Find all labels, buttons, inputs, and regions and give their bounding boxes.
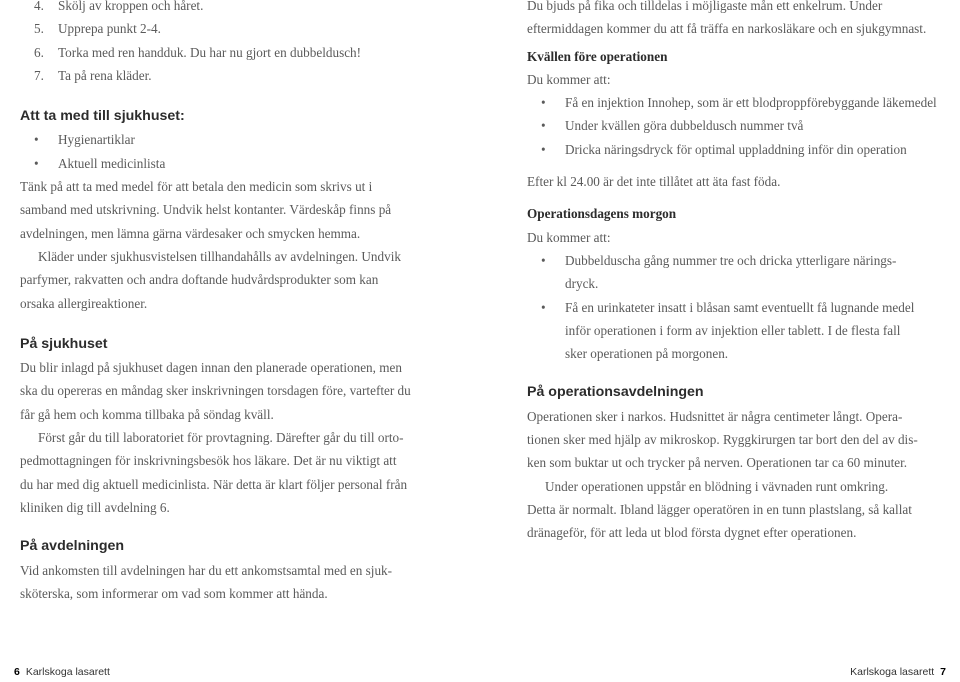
bullet-icon: • bbox=[541, 118, 546, 134]
step-7: 7. Ta på rena kläder. bbox=[34, 67, 152, 83]
evening-item-drink: • Dricka näringsdryck för optimal uppladdning inför din operation bbox=[527, 138, 947, 161]
ward-heading: På avdelningen bbox=[20, 538, 125, 555]
footer-hospital-name-left: Karlskoga lasarett bbox=[25, 666, 110, 678]
bring-item-medlist: • Aktuell medicinlista bbox=[20, 152, 440, 175]
evening-note: Efter kl 24.00 är det inte tillåtet att äta fast föda. bbox=[527, 174, 781, 190]
intro-paragraph: Du bjuds på fika och tilldelas i möjligaste mån ett enkelrum. Under eftermiddagen kommer du att få träffa en narkosläkare och en sjukgymnast. bbox=[527, 0, 927, 37]
evening-item-shower: • Under kvällen göra dubbeldusch nummer två bbox=[527, 114, 947, 137]
morning-heading: Operationsdagens morgon bbox=[527, 206, 677, 222]
footer-hospital-name-right: Karlskoga lasarett bbox=[850, 666, 935, 678]
morning-lead: Du kommer att: bbox=[527, 229, 611, 245]
bring-heading: Att ta med till sjukhuset: bbox=[20, 108, 185, 125]
hospital-heading: På sjukhuset bbox=[20, 335, 108, 352]
page-number-right: 7 bbox=[940, 666, 946, 678]
step-5: 5. Upprepa punkt 2-4. bbox=[34, 21, 161, 37]
bullet-icon: • bbox=[541, 95, 546, 111]
bullet-icon: • bbox=[541, 252, 546, 268]
bring-item-hygiene: • Hygienartiklar bbox=[20, 128, 440, 151]
operation-heading: På operationsavdelningen bbox=[527, 384, 704, 401]
bullet-icon: • bbox=[34, 155, 39, 171]
bring-paragraph-1: Tänk på att ta med medel för att betala den medicin som skrivs ut i samband med utskrivning. Undvik helst kontanter. Värdeskåp finns på avdelningen, men lämna gärna värdesaker och smycken hemma. bbox=[20, 179, 392, 241]
morning-item-shower: • Dubbelduscha gång nummer tre och dricka ytterligare närings- dryck. bbox=[527, 249, 947, 296]
step-6: 6. Torka med ren handduk. Du har nu gjort en dubbeldusch! bbox=[34, 44, 362, 60]
morning-item-catheter: • Få en urinkateter insatt i blåsan samt eventuellt få lugnande medel inför operationen i form av injektion eller tablett. I de flesta fall sker operationen på morgonen. bbox=[527, 296, 947, 366]
hospital-paragraph-2: Först går du till laboratoriet för provtagning. Därefter går du till orto- pedmottagningen för inskrivningsbesök hos läkare. Det är nu viktigt att du har med dig aktuell medicinlista. När detta är klart följer personal från kliniken dig till avdelning 6. bbox=[20, 430, 408, 515]
right-column bbox=[527, 0, 947, 545]
hospital-paragraph-1: Du blir inlagd på sjukhuset dagen innan den planerade operationen, men ska du opereras en måndag sker inskrivningen torsdagen före, vartefter du får gå hem och komma tillbaka på söndag kväll. bbox=[20, 360, 411, 422]
step-4: 4. Skölj av kroppen och håret. bbox=[34, 0, 204, 13]
evening-item-injection: • Få en injektion Innohep, som är ett blodproppförebyggande läkemedel bbox=[527, 91, 947, 114]
operation-paragraph-2: Under operationen uppstår en blödning i vävnaden runt omkring. Detta är normalt. Ibland lägger operatören in en tunn plastslang, så kallat dränageför, för att leda ut blod första dygnet efter operationen. bbox=[527, 478, 912, 541]
bullet-icon: • bbox=[541, 141, 546, 157]
footer-right bbox=[850, 666, 952, 678]
left-column bbox=[20, 0, 440, 605]
page-number-left: 6 bbox=[14, 666, 20, 678]
operation-paragraph-1: Operationen sker i narkos. Hudsnittet är några centimeter långt. Opera- tionen sker med hjälp av mikroskop. Ryggkirurgen tar bort den del av dis- ken som buktar ut och trycker på nerven. Operationen tar ca 60 minuter. bbox=[527, 408, 918, 471]
bullet-icon: • bbox=[541, 299, 546, 315]
bullet-icon: • bbox=[34, 132, 39, 148]
evening-lead: Du kommer att: bbox=[527, 71, 611, 87]
ward-paragraph: Vid ankomsten till avdelningen har du ett ankomstsamtal med en sjuk- sköterska, som informerar om vad som kommer att hända. bbox=[20, 562, 393, 601]
footer-left bbox=[8, 666, 110, 678]
bring-paragraph-2: Kläder under sjukhusvistelsen tillhandahålls av avdelningen. Undvik parfymer, rakvatten och andra doftande hudvårdsprodukter som kan orsaka allergireaktioner. bbox=[20, 248, 401, 311]
evening-heading: Kvällen före operationen bbox=[527, 48, 668, 64]
shower-steps-list bbox=[20, 0, 440, 87]
